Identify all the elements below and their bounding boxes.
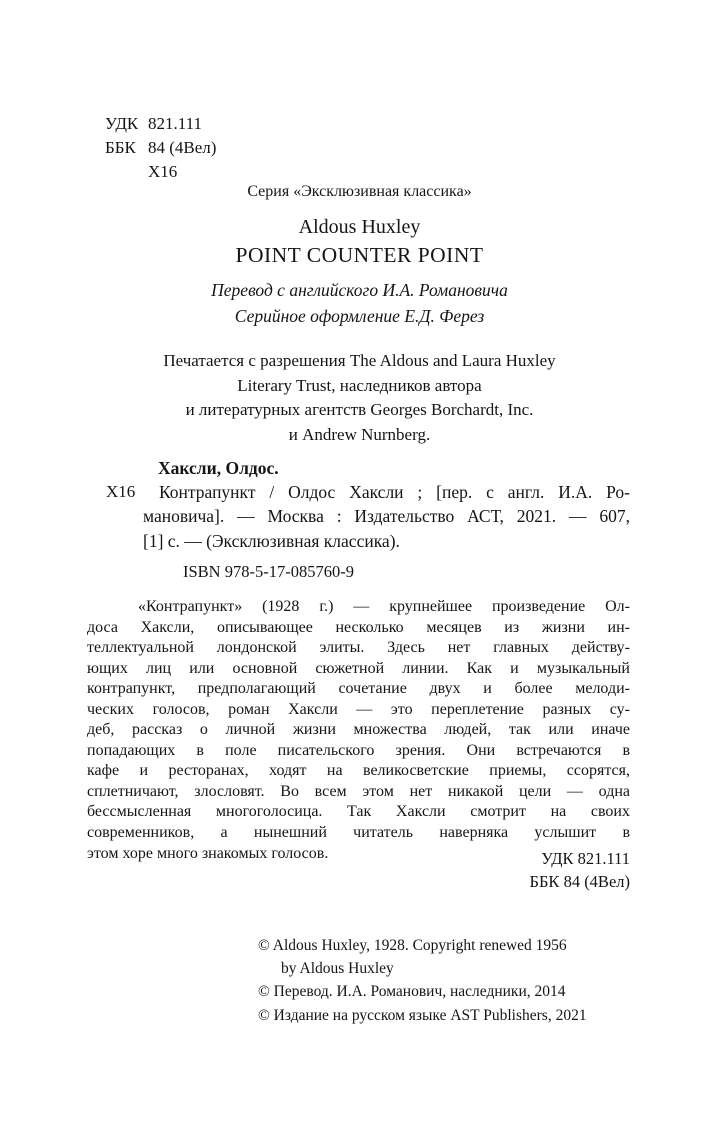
annotation-line: попадающих в поле писательского зрения. Они встречаются в [87, 741, 630, 759]
series-line: Серия «Эксклюзивная классика» [247, 183, 472, 200]
translator-credit: Перевод с английского И.А. Романовича [211, 280, 508, 300]
annotation-line: этом хоре много знакомых голосов. [87, 844, 329, 862]
copyright-block [258, 934, 587, 1027]
series-design-credit: Серийное оформление Е.Д. Ферез [234, 306, 485, 326]
author-sign-row [105, 160, 216, 184]
bib-entry-lines [143, 480, 630, 553]
annotation-line: ческих голосов, роман Хаксли — это переплетение разных су- [87, 700, 630, 718]
annotation-line: кафе и ресторанах, ходят на великосветские приемы, ссорятся, [87, 762, 630, 780]
bbk-row [105, 136, 216, 160]
udk-value: 821.111 [148, 114, 202, 133]
bbk-bottom: ББК 84 (4Вел) [529, 872, 630, 891]
bib-author-heading: Хаксли, Олдос. [158, 458, 279, 478]
udk-bottom: УДК 821.111 [541, 849, 630, 868]
isbn-line: ISBN 978-5-17-085760-9 [183, 562, 354, 581]
copyright-line: © Aldous Huxley, 1928. Copyright renewed 1956 [258, 937, 567, 954]
annotation-line: теллектуальной лондонской элиты. Здесь нет главных действу- [87, 639, 630, 657]
permission-line: и литературных агентств Georges Borchardt, Inc. [185, 400, 534, 420]
permission-line: и Andrew Nurnberg. [288, 425, 431, 445]
catalog-card [88, 456, 630, 553]
annotation-line: контрапункт, предполагающий сочетание двух и более мелоди- [87, 680, 630, 698]
copyright-line: © Перевод. И.А. Романович, наследники, 2014 [258, 983, 566, 1001]
bib-entry-line: [1] с. — (Эксклюзивная классика). [143, 530, 400, 551]
annotation-line: доса Хаксли, описывающее несколько месяцев из жизни ин- [87, 618, 630, 636]
udk-label: УДК [105, 114, 139, 133]
annotation-line: современников, а нынешний читатель наверняка услышит в [87, 824, 630, 842]
author-sign-spacer [105, 160, 148, 184]
annotation-line: сплетничают, злословят. Во всем этом нет никакой цели — одна [87, 782, 630, 800]
annotation-line: бессмысленная многоголосица. Так Хаксли смотрит на своих [87, 803, 630, 821]
author-sign-value: Х16 [148, 162, 178, 181]
bbk-value: 84 (4Вел) [148, 138, 217, 157]
copyright-line: © Издание на русском языке AST Publishers, 2021 [258, 1006, 587, 1024]
permission-note [88, 349, 631, 448]
catalog-codes-top [105, 112, 216, 184]
book-author: Aldous Huxley [298, 216, 421, 238]
permission-line: Печатается с разрешения The Aldous and Laura Huxley [163, 351, 556, 370]
bib-entry-line: Контрапункт / Олдос Хаксли ; [пер. с англ. И.А. Ро- [159, 482, 630, 503]
annotation [87, 597, 630, 864]
copyright-line: by Aldous Huxley [281, 960, 394, 978]
bib-entry-line: мановича]. — Москва : Издательство АСТ, 2021. — 607, [143, 506, 630, 527]
annotation-line: «Контрапункт» (1928 г.) — крупнейшее произведение Ол- [138, 598, 630, 615]
annotation-line: ющих лиц или основной сюжетной линии. Как и музыкальный [87, 659, 630, 677]
book-title: POINT COUNTER POINT [235, 243, 484, 267]
bbk-label: ББК [105, 138, 136, 157]
annotation-line: деб, рассказ о личной жизни множества людей, так или иначе [87, 721, 630, 739]
permission-line: Literary Trust, наследников автора [237, 375, 482, 395]
bib-author-sign: Х16 [106, 482, 136, 502]
udk-row [105, 112, 216, 136]
bib-entry [88, 480, 630, 553]
catalog-codes-bottom [88, 847, 630, 893]
